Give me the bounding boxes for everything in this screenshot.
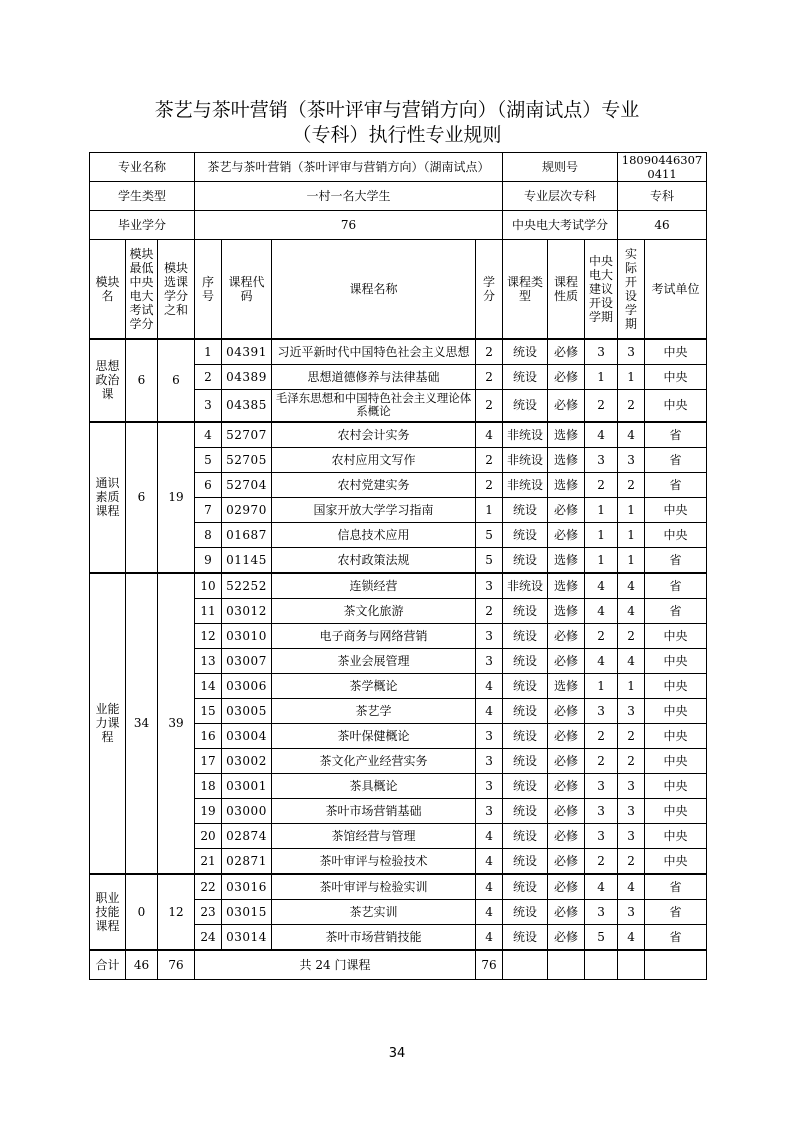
course-seq: 5 — [195, 447, 222, 472]
header-suggested-term: 中央电大建议开设学期 — [585, 240, 618, 340]
course-nature: 必修 — [548, 823, 585, 848]
course-credits: 1 — [476, 497, 503, 522]
course-credits: 3 — [476, 573, 503, 599]
course-code: 03010 — [222, 623, 272, 648]
course-rules-table — [89, 152, 707, 980]
course-actual-term: 4 — [618, 648, 645, 673]
course-actual-term: 2 — [618, 723, 645, 748]
course-nature: 必修 — [548, 723, 585, 748]
course-seq: 6 — [195, 472, 222, 497]
course-name: 茶馆经营与管理 — [272, 823, 476, 848]
course-type: 统设 — [503, 773, 548, 798]
course-credits: 4 — [476, 698, 503, 723]
level-label: 专业层次专科 — [503, 182, 618, 211]
course-nature: 选修 — [548, 422, 585, 448]
course-actual-term: 1 — [618, 673, 645, 698]
header-module-name: 模块名 — [90, 240, 126, 340]
course-actual-term: 3 — [618, 899, 645, 924]
course-nature: 选修 — [548, 547, 585, 573]
course-actual-term: 4 — [618, 598, 645, 623]
course-code: 02874 — [222, 823, 272, 848]
central-exam-credits-label: 中央电大考试学分 — [503, 211, 618, 240]
course-name: 茶叶市场营销技能 — [272, 924, 476, 950]
course-nature: 选修 — [548, 472, 585, 497]
course-suggested-term: 1 — [585, 522, 618, 547]
course-suggested-term: 3 — [585, 798, 618, 823]
table-row — [90, 874, 707, 900]
course-actual-term: 1 — [618, 365, 645, 390]
course-type: 非统设 — [503, 573, 548, 599]
course-name: 国家开放大学学习指南 — [272, 497, 476, 522]
course-exam-unit: 中央 — [645, 648, 707, 673]
course-exam-unit: 中央 — [645, 522, 707, 547]
course-nature: 选修 — [548, 598, 585, 623]
course-exam-unit: 中央 — [645, 698, 707, 723]
course-code: 03004 — [222, 723, 272, 748]
header-actual-term: 实际开设学期 — [618, 240, 645, 340]
course-code: 04391 — [222, 339, 272, 365]
empty-cell — [503, 950, 548, 980]
course-name: 毛泽东思想和中国特色社会主义理论体系概论 — [272, 390, 476, 422]
course-suggested-term: 3 — [585, 823, 618, 848]
student-type-label: 学生类型 — [90, 182, 195, 211]
empty-cell — [585, 950, 618, 980]
header-module-min-credits: 模块最低中央电大考试学分 — [126, 240, 158, 340]
level-value: 专科 — [618, 182, 707, 211]
course-type: 统设 — [503, 598, 548, 623]
total-label: 合计 — [90, 950, 126, 980]
course-credits: 4 — [476, 673, 503, 698]
course-exam-unit: 中央 — [645, 623, 707, 648]
course-suggested-term: 1 — [585, 497, 618, 522]
course-nature: 必修 — [548, 924, 585, 950]
course-nature: 必修 — [548, 522, 585, 547]
course-actual-term: 3 — [618, 798, 645, 823]
course-actual-term: 1 — [618, 547, 645, 573]
course-type: 统设 — [503, 365, 548, 390]
course-name: 电子商务与网络营销 — [272, 623, 476, 648]
course-credits: 2 — [476, 598, 503, 623]
module-name: 思想政治课 — [90, 339, 126, 422]
course-actual-term: 3 — [618, 447, 645, 472]
total-min-credits: 46 — [126, 950, 158, 980]
course-code: 03000 — [222, 798, 272, 823]
header-credits: 学分 — [476, 240, 503, 340]
rule-number-label: 规则号 — [503, 153, 618, 182]
course-nature: 必修 — [548, 874, 585, 900]
course-type: 统设 — [503, 748, 548, 773]
course-actual-term: 3 — [618, 773, 645, 798]
course-type: 统设 — [503, 547, 548, 573]
header-exam-unit: 考试单位 — [645, 240, 707, 340]
course-suggested-term: 2 — [585, 472, 618, 497]
course-credits: 5 — [476, 547, 503, 573]
course-exam-unit: 省 — [645, 547, 707, 573]
course-suggested-term: 4 — [585, 874, 618, 900]
course-nature: 必修 — [548, 365, 585, 390]
course-nature: 必修 — [548, 623, 585, 648]
course-credits: 3 — [476, 723, 503, 748]
course-seq: 9 — [195, 547, 222, 573]
graduation-credits-label: 毕业学分 — [90, 211, 195, 240]
course-credits: 3 — [476, 798, 503, 823]
course-nature: 必修 — [548, 773, 585, 798]
course-seq: 20 — [195, 823, 222, 848]
course-type: 统设 — [503, 899, 548, 924]
module-sum-credits: 12 — [158, 874, 195, 950]
course-nature: 必修 — [548, 339, 585, 365]
table-row — [90, 422, 707, 448]
course-exam-unit: 省 — [645, 598, 707, 623]
module-name: 业能力课程 — [90, 573, 126, 874]
course-code: 04385 — [222, 390, 272, 422]
total-sum-credits: 76 — [158, 950, 195, 980]
course-suggested-term: 4 — [585, 598, 618, 623]
course-name: 农村会计实务 — [272, 422, 476, 448]
course-credits: 4 — [476, 848, 503, 874]
course-type: 统设 — [503, 924, 548, 950]
course-seq: 14 — [195, 673, 222, 698]
course-exam-unit: 中央 — [645, 723, 707, 748]
course-code: 03005 — [222, 698, 272, 723]
course-seq: 19 — [195, 798, 222, 823]
course-exam-unit: 省 — [645, 874, 707, 900]
course-nature: 必修 — [548, 390, 585, 422]
course-seq: 21 — [195, 848, 222, 874]
module-sum-credits: 6 — [158, 339, 195, 422]
course-nature: 必修 — [548, 899, 585, 924]
course-suggested-term: 1 — [585, 365, 618, 390]
course-code: 01687 — [222, 522, 272, 547]
table-row — [90, 573, 707, 599]
course-seq: 16 — [195, 723, 222, 748]
course-actual-term: 1 — [618, 522, 645, 547]
page-title — [88, 98, 706, 148]
course-type: 统设 — [503, 673, 548, 698]
course-name: 茶叶审评与检验技术 — [272, 848, 476, 874]
course-credits: 3 — [476, 748, 503, 773]
course-suggested-term: 3 — [585, 899, 618, 924]
course-actual-term: 2 — [618, 748, 645, 773]
total-row — [90, 950, 707, 980]
course-exam-unit: 中央 — [645, 748, 707, 773]
course-type: 非统设 — [503, 447, 548, 472]
course-nature: 选修 — [548, 573, 585, 599]
course-name: 信息技术应用 — [272, 522, 476, 547]
course-actual-term: 2 — [618, 848, 645, 874]
course-exam-unit: 省 — [645, 924, 707, 950]
course-exam-unit: 中央 — [645, 390, 707, 422]
module-min-credits: 0 — [126, 874, 158, 950]
header-course-name: 课程名称 — [272, 240, 476, 340]
course-type: 统设 — [503, 623, 548, 648]
course-name: 茶叶保健概论 — [272, 723, 476, 748]
course-actual-term: 2 — [618, 472, 645, 497]
course-name: 农村党建实务 — [272, 472, 476, 497]
course-exam-unit: 省 — [645, 899, 707, 924]
course-name: 思想道德修养与法律基础 — [272, 365, 476, 390]
course-exam-unit: 中央 — [645, 798, 707, 823]
course-credits: 3 — [476, 623, 503, 648]
graduation-credits-value: 76 — [195, 211, 503, 240]
course-actual-term: 3 — [618, 339, 645, 365]
table-body — [90, 153, 707, 980]
course-exam-unit: 省 — [645, 447, 707, 472]
course-credits: 5 — [476, 522, 503, 547]
course-suggested-term: 1 — [585, 547, 618, 573]
course-code: 04389 — [222, 365, 272, 390]
course-credits: 2 — [476, 365, 503, 390]
course-exam-unit: 中央 — [645, 497, 707, 522]
course-code: 52704 — [222, 472, 272, 497]
course-name: 茶具概论 — [272, 773, 476, 798]
course-actual-term: 4 — [618, 422, 645, 448]
header-seq: 序号 — [195, 240, 222, 340]
course-name: 茶艺学 — [272, 698, 476, 723]
course-code: 03014 — [222, 924, 272, 950]
course-suggested-term: 2 — [585, 748, 618, 773]
course-seq: 7 — [195, 497, 222, 522]
course-name: 茶文化旅游 — [272, 598, 476, 623]
course-suggested-term: 2 — [585, 623, 618, 648]
course-credits: 2 — [476, 472, 503, 497]
course-type: 统设 — [503, 874, 548, 900]
course-name: 茶叶市场营销基础 — [272, 798, 476, 823]
course-actual-term: 4 — [618, 573, 645, 599]
course-credits: 4 — [476, 924, 503, 950]
course-code: 03007 — [222, 648, 272, 673]
course-code: 03006 — [222, 673, 272, 698]
course-suggested-term: 2 — [585, 848, 618, 874]
course-type: 非统设 — [503, 472, 548, 497]
course-type: 统设 — [503, 823, 548, 848]
student-type-value: 一村一名大学生 — [195, 182, 503, 211]
course-suggested-term: 3 — [585, 339, 618, 365]
course-actual-term: 2 — [618, 390, 645, 422]
module-min-credits: 6 — [126, 339, 158, 422]
course-seq: 3 — [195, 390, 222, 422]
header-course-code: 课程代码 — [222, 240, 272, 340]
course-actual-term: 4 — [618, 924, 645, 950]
header-module-sum-credits: 模块选课学分之和 — [158, 240, 195, 340]
central-exam-credits-value: 46 — [618, 211, 707, 240]
course-nature: 必修 — [548, 698, 585, 723]
course-seq: 4 — [195, 422, 222, 448]
course-code: 03015 — [222, 899, 272, 924]
major-name-value: 茶艺与茶叶营销（茶叶评审与营销方向）（湖南试点） — [195, 153, 503, 182]
total-credits: 76 — [476, 950, 503, 980]
course-suggested-term: 3 — [585, 773, 618, 798]
course-suggested-term: 5 — [585, 924, 618, 950]
course-credits: 4 — [476, 823, 503, 848]
course-nature: 必修 — [548, 848, 585, 874]
course-code: 52707 — [222, 422, 272, 448]
course-suggested-term: 2 — [585, 390, 618, 422]
course-nature: 必修 — [548, 748, 585, 773]
course-seq: 11 — [195, 598, 222, 623]
course-credits: 2 — [476, 390, 503, 422]
course-seq: 8 — [195, 522, 222, 547]
course-type: 统设 — [503, 497, 548, 522]
course-nature: 必修 — [548, 497, 585, 522]
empty-cell — [618, 950, 645, 980]
course-seq: 13 — [195, 648, 222, 673]
module-sum-credits: 19 — [158, 422, 195, 573]
module-min-credits: 34 — [126, 573, 158, 874]
course-actual-term: 1 — [618, 497, 645, 522]
course-name: 连锁经营 — [272, 573, 476, 599]
course-suggested-term: 4 — [585, 648, 618, 673]
course-code: 03016 — [222, 874, 272, 900]
empty-cell — [548, 950, 585, 980]
course-code: 03001 — [222, 773, 272, 798]
course-name: 茶业会展管理 — [272, 648, 476, 673]
course-nature: 必修 — [548, 798, 585, 823]
course-suggested-term: 4 — [585, 573, 618, 599]
module-name: 通识素质课程 — [90, 422, 126, 573]
course-name: 茶学概论 — [272, 673, 476, 698]
course-seq: 15 — [195, 698, 222, 723]
course-type: 统设 — [503, 798, 548, 823]
course-nature: 必修 — [548, 648, 585, 673]
course-credits: 3 — [476, 648, 503, 673]
course-suggested-term: 3 — [585, 698, 618, 723]
course-actual-term: 3 — [618, 823, 645, 848]
module-sum-credits: 39 — [158, 573, 195, 874]
course-seq: 17 — [195, 748, 222, 773]
course-credits: 3 — [476, 773, 503, 798]
course-type: 统设 — [503, 522, 548, 547]
course-exam-unit: 省 — [645, 472, 707, 497]
course-exam-unit: 中央 — [645, 773, 707, 798]
course-suggested-term: 2 — [585, 723, 618, 748]
course-code: 02970 — [222, 497, 272, 522]
course-seq: 18 — [195, 773, 222, 798]
header-course-nature: 课程性质 — [548, 240, 585, 340]
course-name: 农村应用文写作 — [272, 447, 476, 472]
course-credits: 4 — [476, 874, 503, 900]
course-credits: 4 — [476, 422, 503, 448]
course-nature: 选修 — [548, 447, 585, 472]
course-code: 52252 — [222, 573, 272, 599]
course-actual-term: 4 — [618, 874, 645, 900]
course-name: 茶叶审评与检验实训 — [272, 874, 476, 900]
rule-number-value: 180904463070411 — [618, 153, 707, 182]
course-type: 非统设 — [503, 422, 548, 448]
header-course-type: 课程类型 — [503, 240, 548, 340]
major-name-label: 专业名称 — [90, 153, 195, 182]
course-type: 统设 — [503, 390, 548, 422]
course-actual-term: 3 — [618, 698, 645, 723]
empty-cell — [645, 950, 707, 980]
course-type: 统设 — [503, 648, 548, 673]
course-exam-unit: 中央 — [645, 339, 707, 365]
table-row — [90, 339, 707, 365]
course-seq: 1 — [195, 339, 222, 365]
course-seq: 24 — [195, 924, 222, 950]
module-name: 职业技能课程 — [90, 874, 126, 950]
course-suggested-term: 3 — [585, 447, 618, 472]
course-seq: 2 — [195, 365, 222, 390]
course-credits: 2 — [476, 339, 503, 365]
course-exam-unit: 省 — [645, 422, 707, 448]
course-seq: 10 — [195, 573, 222, 599]
course-name: 茶艺实训 — [272, 899, 476, 924]
page-number: 34 — [388, 1046, 406, 1061]
title-line-2: （专科）执行性专业规则 — [292, 124, 502, 146]
course-name: 茶文化产业经营实务 — [272, 748, 476, 773]
course-exam-unit: 中央 — [645, 848, 707, 874]
course-type: 统设 — [503, 698, 548, 723]
course-seq: 12 — [195, 623, 222, 648]
course-exam-unit: 中央 — [645, 673, 707, 698]
course-type: 统设 — [503, 848, 548, 874]
course-name: 习近平新时代中国特色社会主义思想 — [272, 339, 476, 365]
course-suggested-term: 4 — [585, 422, 618, 448]
total-summary: 共 24 门课程 — [195, 950, 476, 980]
course-credits: 4 — [476, 899, 503, 924]
course-type: 统设 — [503, 723, 548, 748]
course-credits: 2 — [476, 447, 503, 472]
course-code: 01145 — [222, 547, 272, 573]
title-line-1: 茶艺与茶叶营销（茶叶评审与营销方向）（湖南试点）专业 — [154, 99, 640, 121]
course-seq: 23 — [195, 899, 222, 924]
course-exam-unit: 中央 — [645, 823, 707, 848]
course-name: 农村政策法规 — [272, 547, 476, 573]
course-exam-unit: 中央 — [645, 365, 707, 390]
course-suggested-term: 1 — [585, 673, 618, 698]
course-type: 统设 — [503, 339, 548, 365]
course-code: 03002 — [222, 748, 272, 773]
course-code: 52705 — [222, 447, 272, 472]
course-code: 03012 — [222, 598, 272, 623]
course-code: 02871 — [222, 848, 272, 874]
course-actual-term: 2 — [618, 623, 645, 648]
course-exam-unit: 省 — [645, 573, 707, 599]
course-seq: 22 — [195, 874, 222, 900]
module-min-credits: 6 — [126, 422, 158, 573]
course-nature: 选修 — [548, 673, 585, 698]
